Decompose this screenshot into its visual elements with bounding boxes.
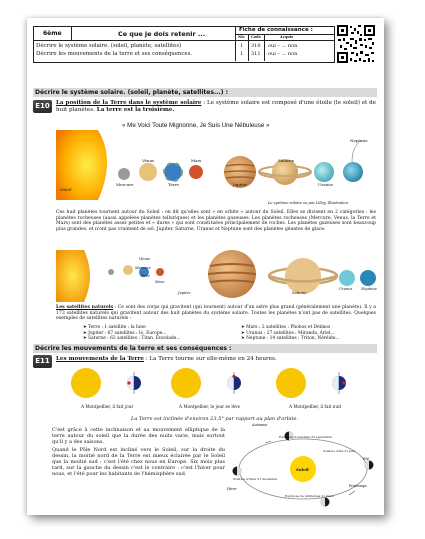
section1-heading: La position de la Terre dans le système solaire — [56, 100, 202, 106]
sun-shape-2 — [56, 250, 90, 302]
neptune-small — [360, 270, 376, 286]
seasons-paragraph-1: C'est grâce à cette inclinaison et au mouvement elliptique de la terre autour du soleil que la durée des nuits varie, mais surtout qu'il y a des saisons. — [52, 427, 225, 446]
sun-1 — [71, 368, 101, 398]
label-terre: Terre — [168, 182, 179, 187]
solar-system-illustration — [56, 130, 376, 200]
illustration-caption: Le système solaire vu par Lilley, Illustration — [268, 201, 348, 205]
caption-day: A Montpellier, il fait jour — [81, 404, 134, 409]
mars-planet — [189, 165, 203, 179]
satellite-item-text: Jupiter : 67 satellites : Io, Europe... — [88, 330, 167, 336]
qr-code-icon — [336, 24, 376, 64]
code-values — [249, 41, 265, 61]
niv-values — [236, 41, 249, 61]
orbit-date-summer: Solstice d'été 21 juin — [323, 449, 355, 453]
label-jupiter: Jupiter — [233, 182, 247, 187]
orbit-label-autumn: Automne — [252, 423, 268, 427]
sun-2 — [171, 368, 201, 398]
acquis-2[interactable]: oui – ... non — [268, 51, 298, 57]
acquis-values — [265, 41, 334, 61]
code-2: 311 — [251, 51, 261, 57]
caption-dawn: A Montpellier, le jour se lève — [179, 404, 241, 409]
exercise-tag-e11: E11 — [33, 355, 52, 368]
section2-intro-text: : La Terre tourne sur elle-même en 24 heures. — [144, 356, 277, 362]
label-neptune: Neptune — [350, 138, 368, 143]
section2-intro — [56, 356, 376, 363]
label-saturne: Saturne — [278, 158, 295, 163]
label-uranus: Uranus — [318, 182, 333, 187]
section1-intro — [56, 100, 376, 113]
section2-heading: Les mouvements de la Terre — [56, 356, 144, 362]
label-venus: Vénus — [142, 158, 155, 163]
title-cell — [72, 27, 236, 41]
objective-2: Décrire les mouvements de la terre et ses conséquences. — [36, 51, 193, 57]
orbit-label-sun: Soleil — [296, 467, 309, 472]
satellite-item: ➤ Neptune : 14 satellites : Triton, Néréide... — [241, 336, 340, 342]
section2-band-title: Décrire les mouvements de la terre et ses conséquences : — [35, 345, 232, 352]
planets-moons-illustration — [56, 250, 376, 302]
satellite-item: ➤ Jupiter : 67 satellites : Io, Europe... — [83, 330, 167, 336]
mnemonic: « Me Voici Toute Mignonne, Je Suis Une Nébuleuse » — [122, 122, 270, 129]
label-mercure: Mercure — [116, 182, 134, 187]
competence-title-cell — [236, 27, 334, 35]
small-label-neptune: Neptune — [361, 287, 377, 291]
label-soleil: Soleil — [60, 187, 72, 192]
col-code-label: Code — [251, 35, 261, 39]
objectives-cell — [34, 41, 236, 61]
exercise-tag-e10: E10 — [33, 100, 52, 113]
satellites-paragraph — [56, 305, 376, 322]
saturn-large — [285, 258, 321, 294]
orbit-label-summer: Eté — [363, 457, 369, 461]
niv-2: 1 — [240, 51, 244, 57]
small-label-mercure: Mercure — [135, 266, 151, 270]
venus-planet — [139, 163, 157, 181]
section1-band-title: Décrire le système solaire. (soleil, planète, satellites...) : — [35, 89, 229, 96]
small-label-jupiter: Jupiter — [178, 291, 191, 295]
section1-band — [33, 88, 377, 97]
satellite-item: ➤ Terre : 1 satellite : la lune — [83, 325, 146, 330]
caption-night: A Montpellier, il fait nuit — [289, 404, 342, 409]
neptune-planet — [343, 162, 363, 182]
code-1: 310 — [251, 43, 261, 49]
satellites-list-left — [83, 325, 213, 342]
small-label-mars: Mars — [155, 280, 165, 284]
orbit-date-autumn: Équinoxe d'automne 23 septembre — [279, 435, 333, 439]
satellite-item-text: Mars : 2 satellites : Phobos et Déimos — [246, 325, 331, 330]
small-label-uranus: Uranus — [339, 287, 353, 291]
uranus-planet — [314, 162, 334, 182]
tilt-statement: La Terre est inclinée d'environ 23,5° par rapport au plan d'orbite. — [131, 416, 299, 422]
level-label: 6ème — [43, 30, 62, 37]
orbit-label-winter: Hiver — [227, 487, 237, 491]
niv-1: 1 — [240, 43, 244, 49]
small-label-saturne: Saturne — [292, 291, 307, 295]
small-label-terre: Terre — [140, 274, 150, 278]
sheet-title: Ce que je dois retenir ... — [118, 30, 206, 38]
objective-1: Décrire le système solaire. (soleil, planète, satellites) — [36, 43, 182, 49]
orbit-date-spring: Équinoxe de printemps 21 mars — [285, 494, 334, 498]
planets-paragraph: Ces huit planètes tournent autour du Soleil : on dit qu'elles sont « en orbite » autour du Soleil. Elles se divisent en 2 catégories : les planètes rocheuses (aussi appelées planètes telluriques) et les planètes gazeuses. Les planètes rocheuses (Mercure, Venus, la Terre et Mars) sont des planètes assez petites et « dures » qui sont constituées principalement de roches. Les planètes gazeuses sont beaucoup plus grandes, et n'ont pas vraiment de sol. Jupiter, Saturne, Uranus et Neptune sont des planètes géantes de glace. — [56, 210, 376, 232]
section2-band — [33, 344, 377, 353]
acquis-1[interactable]: oui – ... non — [268, 43, 298, 49]
col-acquis-label: Acquis — [280, 35, 294, 39]
satellites-title: Les satellites naturels — [56, 305, 114, 310]
mercury-planet — [118, 168, 130, 180]
day-night-illustration — [56, 366, 376, 402]
label-mars: Mars — [191, 158, 202, 163]
worksheet-page — [27, 18, 384, 515]
satellites-list-right — [241, 325, 376, 342]
orbit-label-spring: Printemps — [349, 484, 367, 488]
satellites-text: : Ce sont des corps qui gravitent (qui tournent) autour d'un astre plus grand (généralement une planète). Il y a 173 satellites naturels qui gravitent autour des huit planètes du système solaire. Toutes les planètes n'ont pas de satellites. Quelques exemples de satellites naturels : — [56, 305, 376, 322]
satellite-item: ➤ Mars : 2 satellites : Phobos et Déimos — [241, 325, 331, 330]
competence-title: Fiche de connaissance : — [239, 27, 313, 33]
satellite-item: ➤ Uranus : 27 satellites : Miranda, Ariel... — [241, 330, 335, 336]
small-label-venus: Vénus — [139, 257, 150, 261]
seasons-paragraph-2: Quand le Pôle Nord est incliné vers le Soleil, sur la droite du dessin, la moitié nord de la Terre est mieux éclairée par le Soleil que la moitié sud : c'est l'été chez nous en Europe. Six mois plus tard, sur la gauche du dessin c'est le contraire : c'est l'hiver pour nous, et l'été pour les habitants de l'hémisphère sud. — [52, 447, 225, 478]
sun-3 — [276, 368, 306, 398]
orbit-date-winter: Solstice d'hiver 21 décembre — [233, 477, 278, 481]
satellite-item-text: Uranus : 27 satellites : Miranda, Ariel... — [246, 330, 335, 336]
satellite-item: ➤ Saturne : 62 satellites : Titan, Encelade... — [83, 336, 181, 342]
uranus-small — [339, 270, 355, 286]
header-table — [33, 26, 335, 63]
section1-intro-text: : Le système solaire est composé d'une étoile (le soleil) et de huit planètes. — [56, 100, 376, 113]
section1-intro-bold: La terre est la troisième. — [94, 106, 175, 113]
satellite-item-text: Saturne : 62 satellites : Titan, Encelade... — [88, 336, 181, 342]
col-niv-label: Niv — [238, 35, 245, 39]
satellite-item-text: Neptune : 14 satellites : Triton, Néréide... — [246, 336, 340, 342]
satellite-item-text: Terre : 1 satellite : la lune — [88, 325, 146, 330]
level-cell — [34, 27, 72, 41]
